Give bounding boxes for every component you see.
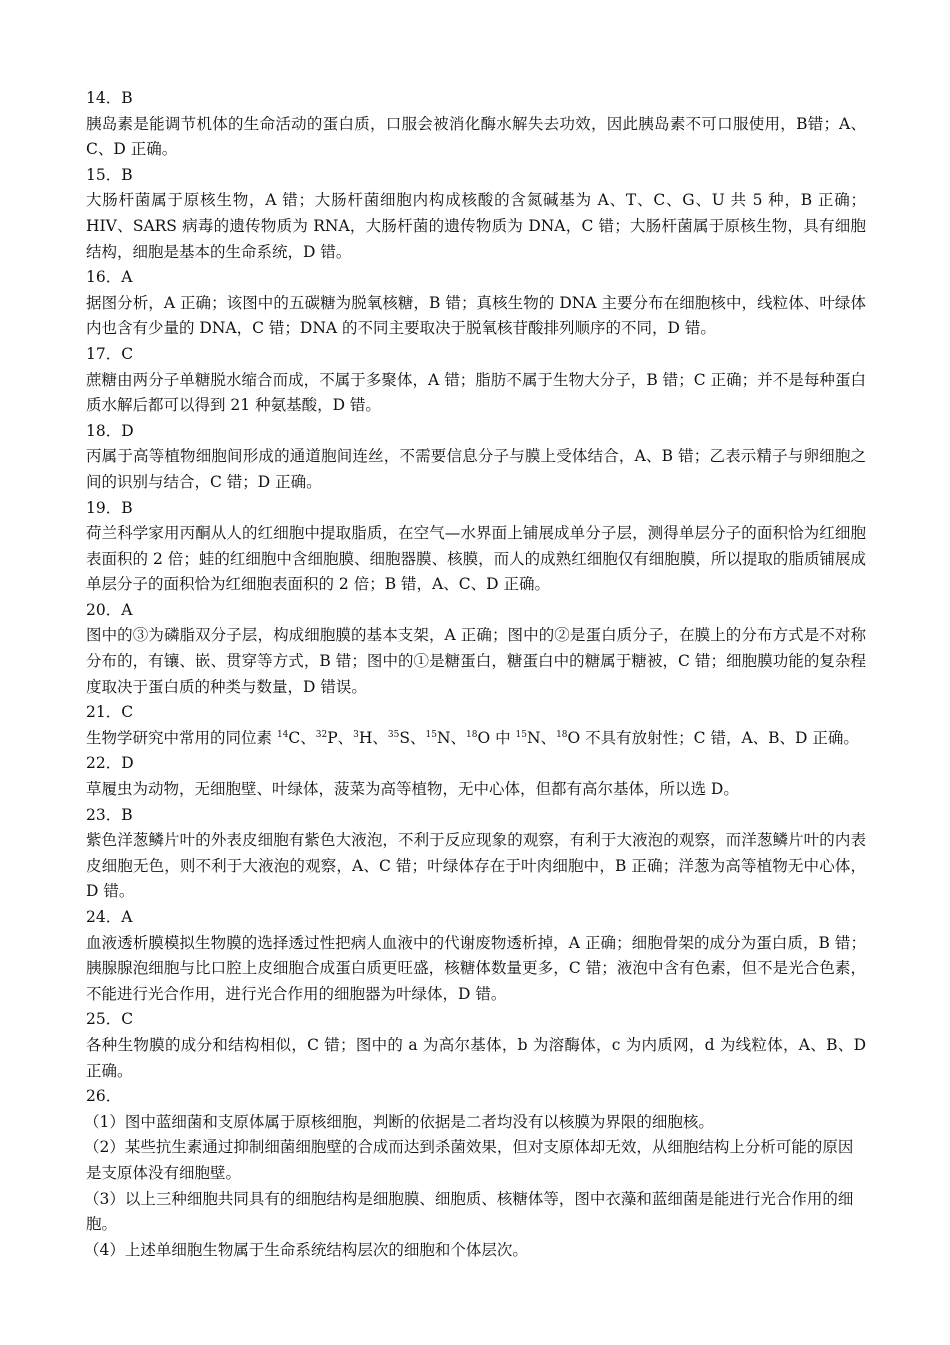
item-20-explanation: 图中的③为磷脂双分子层，构成细胞膜的基本支架，A 正确；图中的②是蛋白质分子，在膜上的分布方式是不对称分布的，有镶、嵌、贯穿等方式，B 错；图中的①是糖蛋白，糖蛋白中的糖属于糖被，C 错；细胞膜功能的复杂程度取决于蛋白质的种类与数量，D 错误。: [86, 626, 866, 696]
item-19-explanation: 荷兰科学家用丙酮从人的红细胞中提取脂质，在空气—水界面上铺展成单分子层，测得单层分子的面积恰为红细胞表面积的 2 倍；蛙的红细胞中含细胞膜、细胞器膜、核膜，而人的成熟红细胞仅有细胞膜，所以提取的脂质铺展成单层分子的面积恰为红细胞表面积的 2 倍；B 错，A、C、D 正确。: [86, 524, 866, 594]
item-19-number: 19．B: [86, 498, 133, 517]
item-18-explanation: 丙属于高等植物细胞间形成的通道胞间连丝，不需要信息分子与膜上受体结合，A、B 错；乙表示精子与卵细胞之间的识别与结合，C 错；D 正确。: [86, 447, 866, 491]
isotope-18o-element-2: O: [567, 728, 581, 747]
item-25-number: 25．C: [86, 1010, 134, 1029]
item-21-explanation: [86, 726, 866, 752]
isotope-3h-mass: 3: [353, 729, 359, 740]
isotope-15n-mass: 15: [425, 729, 437, 740]
item-26-sub-4: （4）上述单细胞生物属于生命系统结构层次的细胞和个体层次。: [84, 1240, 528, 1259]
item-14-number: 14．B: [86, 89, 133, 107]
item-15-explanation: 大肠杆菌属于原核生物，A 错；大肠杆菌细胞内构成核酸的含氮碱基为 A、T、C、G、U 共 5 种，B 正确；HIV、SARS 病毒的遗传物质为 RNA，大肠杆菌的遗传物质为 DNA，C 错；大肠杆菌属于原核生物，具有细胞结构，细胞是基本的生命系统，D 错。: [86, 191, 866, 261]
isotope-15n-element: N、: [436, 728, 467, 747]
item-26-sub-3: （3）以上三种细胞共同具有的细胞结构是细胞膜、细胞质、核糖体等，图中衣藻和蓝细菌是能进行光合作用的细胞。: [84, 1189, 854, 1234]
isotope-14c-mass: 14: [276, 729, 289, 740]
item-23-number: 23．B: [86, 805, 133, 824]
isotope-3h-element: H、: [358, 728, 388, 747]
isotope-15n-element-2: N、: [527, 728, 557, 747]
item-21-text-after: 不具有放射性；C 错，A、B、D 正确。: [580, 728, 859, 747]
isotope-15n-mass-2: 15: [515, 729, 527, 740]
isotope-18o-mass: 18: [466, 729, 478, 740]
item-21-text-before: 生物学研究中常用的同位素: [86, 728, 277, 747]
item-24-number: 24．A: [86, 908, 133, 926]
item-26-sub-1: （1）图中蓝细菌和支原体属于原核细胞，判断的依据是二者均没有以核膜为界限的细胞核。: [84, 1112, 714, 1131]
item-26-sub-2: （2）某些抗生素通过抑制细菌细胞壁的合成而达到杀菌效果，但对支原体却无效，从细胞结构上分析可能的原因是支原体没有细胞壁。: [84, 1138, 854, 1182]
isotope-32p-mass: 32: [315, 729, 328, 740]
isotope-18o-element: O 中: [477, 728, 516, 747]
item-14-explanation: 胰岛素是能调节机体的生命活动的蛋白质，口服会被消化酶水解失去功效，因此胰岛素不可口服使用，B错；A、C、D 正确。: [86, 114, 866, 159]
item-15-number: 15．B: [86, 165, 133, 184]
item-23-explanation: 紫色洋葱鳞片叶的外表皮细胞有紫色大液泡，不利于反应现象的观察，有利于大液泡的观察，而洋葱鳞片叶的内表皮细胞无色，则不利于大液泡的观察，A、C 错；叶绿体存在于叶肉细胞中，B 正确；洋葱为高等植物无中心体，D 错。: [86, 831, 866, 901]
item-20-number: 20．A: [86, 600, 133, 619]
item-22-number: 22．D: [86, 754, 134, 773]
item-26-number: 26．: [86, 1087, 122, 1106]
isotope-14c-element: C、: [288, 728, 316, 747]
item-18-number: 18．D: [86, 421, 134, 440]
isotope-35s-element: S、: [399, 728, 426, 747]
isotope-18o-mass-2: 18: [556, 729, 568, 740]
isotope-35s-mass: 35: [387, 729, 400, 740]
item-21-number: 21．C: [86, 703, 134, 722]
item-22-explanation: 草履虫为动物，无细胞壁、叶绿体，菠菜为高等植物，无中心体，但都有高尔基体，所以选 D。: [86, 780, 739, 799]
item-17-number: 17．C: [86, 344, 134, 363]
item-24-explanation: 血液透析膜模拟生物膜的选择透过性把病人血液中的代谢废物透析掉，A 正确；细胞骨架的成分为蛋白质，B 错；胰腺腺泡细胞与比口腔上皮细胞合成蛋白质更旺盛，核糖体数量更多，C 错；液泡中含有色素，但不是光合色素，不能进行光合作用，进行光合作用的细胞器为叶绿体，D 错。: [86, 933, 866, 1003]
item-25-explanation: 各种生物膜的成分和结构相似，C 错；图中的 a 为高尔基体，b 为溶酶体，c 为内质网，d 为线粒体，A、B、D 正确。: [86, 1035, 866, 1080]
item-17-explanation: 蔗糖由两分子单糖脱水缩合而成，不属于多聚体，A 错；脂肪不属于生物大分子，B 错；C 正确；并不是每种蛋白质水解后都可以得到 21 种氨基酸，D 错。: [86, 370, 866, 415]
isotope-32p-element: P、: [327, 728, 354, 747]
item-16-number: 16．A: [86, 268, 133, 287]
item-16-explanation: 据图分析，A 正确；该图中的五碳糖为脱氧核糖，B 错；真核生物的 DNA 主要分布在细胞核中，线粒体、叶绿体内也含有少量的 DNA，C 错；DNA 的不同主要取决于脱氧核苷酸排列顺序的不同，D 错。: [86, 293, 866, 338]
